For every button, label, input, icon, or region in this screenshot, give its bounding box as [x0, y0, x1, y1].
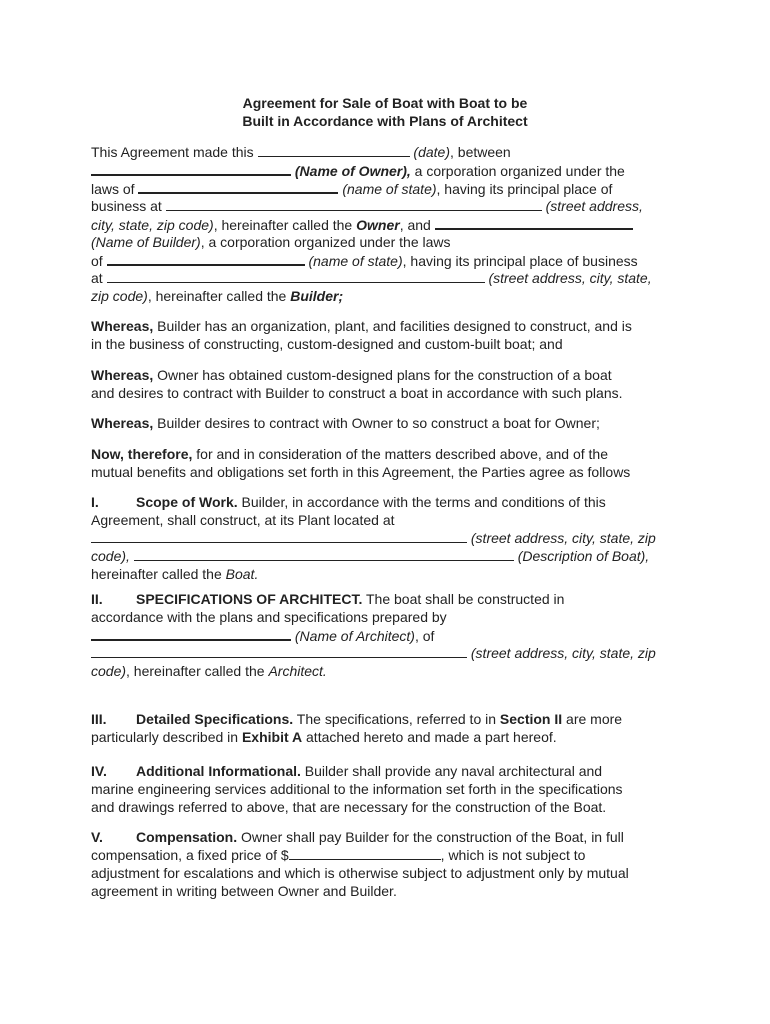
section-1-line-5: hereinafter called the Boat. [91, 566, 259, 582]
whereas-1-line-1: Whereas, Builder has an organization, plant, and facilities designed to construct, and is [91, 318, 632, 334]
section-3-line-2: particularly described in Exhibit A attached hereto and made a part hereof. [91, 729, 557, 745]
builder-name-blank[interactable] [435, 216, 633, 230]
section-5-line-2: compensation, a fixed price of $ , which is not subject to [91, 847, 586, 863]
boat-description-blank[interactable] [134, 548, 514, 561]
intro-line-4: business at (street address, [91, 198, 643, 214]
intro-line-2: (Name of Owner), a corporation organized under the [91, 162, 625, 180]
plant-address-blank[interactable] [91, 530, 467, 543]
section-4-line-1: IV. Additional Informational. Builder shall provide any naval architectural and [91, 763, 603, 779]
intro-line-7: of (name of state), having its principal place of business [91, 253, 638, 269]
document-title-line1: Agreement for Sale of Boat with Boat to be [242, 95, 528, 111]
intro-line-8: at (street address, city, state, [91, 270, 652, 286]
architect-name-blank[interactable] [91, 627, 291, 641]
whereas-2-line-1: Whereas, Owner has obtained custom-designed plans for the construction of a boat [91, 367, 612, 383]
section-4-line-2: marine engineering services additional to the information set forth in the specifications [91, 781, 623, 797]
builder-address-blank[interactable] [107, 270, 485, 283]
now-therefore-line-2: mutual benefits and obligations set forth in this Agreement, the Parties agree as follows [91, 464, 631, 480]
section-1-line-2: Agreement, shall construct, at its Plant located at [91, 512, 395, 528]
section-5-line-4: agreement in writing between Owner and Builder. [91, 883, 397, 899]
section-4-number: IV. [91, 763, 107, 779]
owner-name-blank[interactable] [91, 162, 291, 176]
section-1-line-4: code), (Description of Boat), [91, 548, 650, 564]
section-3-line-1: III. Detailed Specifications. The specifications, referred to in Section II are more [91, 711, 623, 727]
architect-address-blank[interactable] [91, 645, 467, 658]
section-5-line-1: V. Compensation. Owner shall pay Builder for the construction of the Boat, in full [91, 829, 624, 845]
section-2-line-1: II. SPECIFICATIONS OF ARCHITECT. The boat shall be constructed in [91, 591, 565, 607]
document-title-line2: Built in Accordance with Plans of Architect [242, 113, 528, 129]
section-2-line-2: accordance with the plans and specifications prepared by [91, 609, 447, 625]
whereas-1-line-2: in the business of constructing, custom-designed and custom-built boat; and [91, 336, 563, 352]
section-1-heading: Scope of Work. [136, 494, 238, 510]
whereas-2-line-2: and desires to contract with Builder to construct a boat in accordance with such plans. [91, 385, 623, 401]
date-blank[interactable] [258, 144, 410, 157]
section-2-heading: SPECIFICATIONS OF ARCHITECT. [136, 591, 363, 607]
now-therefore-line-1: Now, therefore, for and in consideration of the matters described above, and of the [91, 446, 608, 462]
section-1-number: I. [91, 494, 99, 510]
price-blank[interactable] [289, 847, 441, 860]
section-5-heading: Compensation. [136, 829, 238, 845]
intro-line-3: laws of (name of state), having its principal place of [91, 181, 613, 197]
intro-line-6: (Name of Builder), a corporation organized under the laws [91, 234, 451, 250]
intro-line-9: zip code), hereinafter called the Builder; [91, 288, 344, 304]
section-2-line-4: (street address, city, state, zip [91, 645, 656, 662]
section-5-line-3: adjustment for escalations and which is otherwise subject to adjustment only by mutual [91, 865, 629, 881]
builder-state-blank[interactable] [107, 252, 305, 266]
section-4-line-3: and drawings referred to above, that are necessary for the construction of the Boat. [91, 799, 607, 815]
section-5-number: V. [91, 829, 103, 845]
section-2-number: II. [91, 591, 103, 607]
section-2-line-5: code), hereinafter called the Architect. [91, 663, 327, 679]
intro-line-1: This Agreement made this (date), between [91, 144, 511, 160]
intro-line-5: city, state, zip code), hereinafter called the Owner, and [91, 216, 633, 234]
section-1-line-1: I. Scope of Work. Builder, in accordance with the terms and conditions of this [91, 494, 606, 510]
whereas-3-line-1: Whereas, Builder desires to contract with Owner to so construct a boat for Owner; [91, 415, 600, 431]
section-2-line-3: (Name of Architect), of [91, 627, 434, 645]
section-3-number: III. [91, 711, 107, 727]
section-1-line-3: (street address, city, state, zip [91, 530, 656, 547]
section-4-heading: Additional Informational. [136, 763, 301, 779]
owner-address-blank[interactable] [166, 198, 542, 211]
section-3-heading: Detailed Specifications. [136, 711, 294, 727]
owner-state-blank[interactable] [138, 180, 338, 194]
